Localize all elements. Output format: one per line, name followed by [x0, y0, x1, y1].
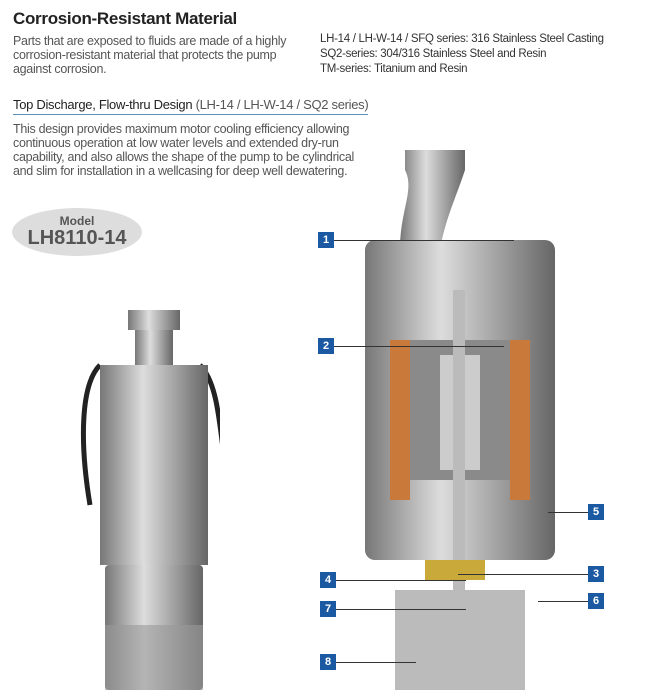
text-line: continuous operation at low water levels and extended dry-run [13, 136, 339, 150]
callout-6: 6 [588, 593, 604, 609]
callout-leader-line [538, 601, 588, 602]
callout-leader-line [336, 580, 466, 581]
section-title-corrosion: Corrosion-Resistant Material [13, 9, 237, 28]
model-label: Model [59, 214, 95, 228]
text-line: This design provides maximum motor cooling efficiency allowing [13, 122, 350, 136]
callout-leader-line [336, 662, 416, 663]
model-badge [12, 208, 142, 256]
corrosion-description [13, 34, 286, 76]
text-line: against corrosion. [13, 62, 107, 76]
text-line: capability, and also allows the shape of the pump to be cylindrical [13, 150, 354, 164]
model-name: LH8110-14 [27, 227, 127, 249]
material-specs [320, 32, 604, 77]
callout-leader-line [334, 240, 514, 241]
callout-2: 2 [318, 338, 334, 354]
callout-leader-line [548, 512, 588, 513]
pump-photo [80, 305, 220, 700]
text-line: corrosion-resistant material that protects the pump [13, 48, 277, 62]
callout-4: 4 [320, 572, 336, 588]
spec-line: SQ2-series: 304/316 Stainless Steel and Resin [320, 48, 547, 60]
callout-leader-line [334, 346, 504, 347]
callout-8: 8 [320, 654, 336, 670]
discharge-description [13, 122, 354, 178]
callout-leader-line [336, 609, 466, 610]
pump-cutaway-diagram [345, 140, 575, 700]
heading-subtitle: (LH-14 / LH-W-14 / SQ2 series) [195, 97, 369, 112]
callout-1: 1 [318, 232, 334, 248]
text-line: Parts that are exposed to fluids are made of a highly [13, 34, 287, 48]
callout-3: 3 [588, 566, 604, 582]
spec-line: TM-series: Titanium and Resin [320, 63, 468, 75]
callout-leader-line [458, 574, 588, 575]
callout-7: 7 [320, 601, 336, 617]
spec-line: LH-14 / LH-W-14 / SFQ series: 316 Stainless Steel Casting [320, 33, 604, 45]
callout-5: 5 [588, 504, 604, 520]
heading-text: Top Discharge, Flow-thru Design [13, 97, 193, 112]
text-line: and slim for installation in a wellcasing for deep well dewatering. [13, 164, 348, 178]
section-title-discharge [13, 97, 368, 115]
